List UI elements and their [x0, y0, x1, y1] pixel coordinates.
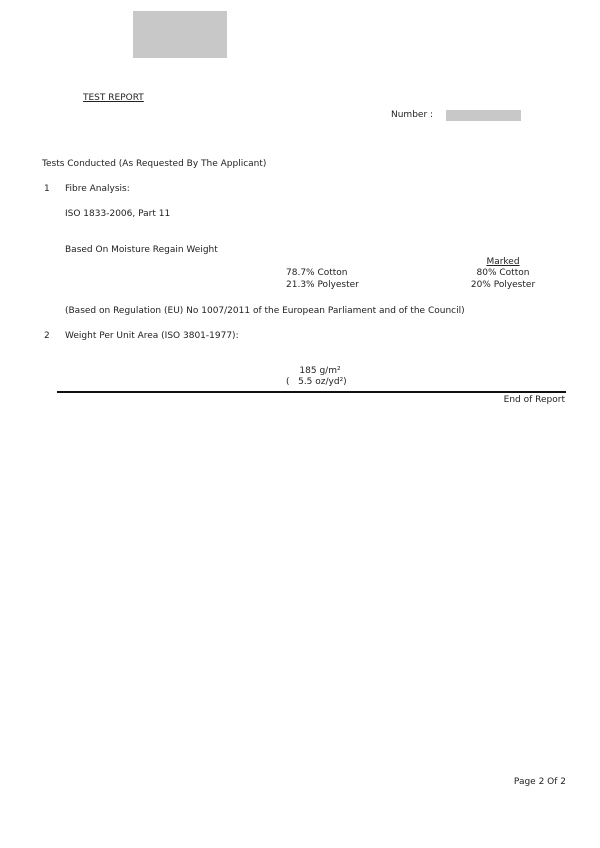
redacted-number	[446, 110, 521, 121]
weight-metric: 185 g/m²	[299, 366, 341, 376]
end-of-report: End of Report	[503, 395, 565, 405]
end-rule	[57, 391, 566, 393]
test1-index: 1	[44, 184, 50, 194]
test2-index: 2	[44, 331, 50, 341]
marked-header: Marked	[486, 257, 520, 267]
page-number: Page 2 Of 2	[513, 777, 566, 787]
result-found-2: 21.3% Polyester	[286, 280, 359, 290]
result-marked-2: 20% Polyester	[470, 280, 536, 290]
test1-title: Fibre Analysis:	[65, 184, 130, 194]
redacted-logo	[133, 11, 227, 58]
result-marked-1: 80% Cotton	[476, 268, 530, 278]
test1-standard: ISO 1833-2006, Part 11	[65, 209, 171, 219]
weight-imperial: ( 5.5 oz/yd²)	[286, 377, 347, 387]
tests-heading: Tests Conducted (As Requested By The Applicant)	[42, 159, 267, 169]
result-found-1: 78.7% Cotton	[286, 268, 348, 278]
number-label: Number :	[391, 110, 434, 120]
regulation-note: (Based on Regulation (EU) No 1007/2011 of the European Parliament and of the Council)	[65, 306, 465, 316]
test1-basis: Based On Moisture Regain Weight	[65, 245, 218, 255]
report-title: TEST REPORT	[83, 93, 144, 103]
test2-title: Weight Per Unit Area (ISO 3801-1977):	[65, 331, 239, 341]
